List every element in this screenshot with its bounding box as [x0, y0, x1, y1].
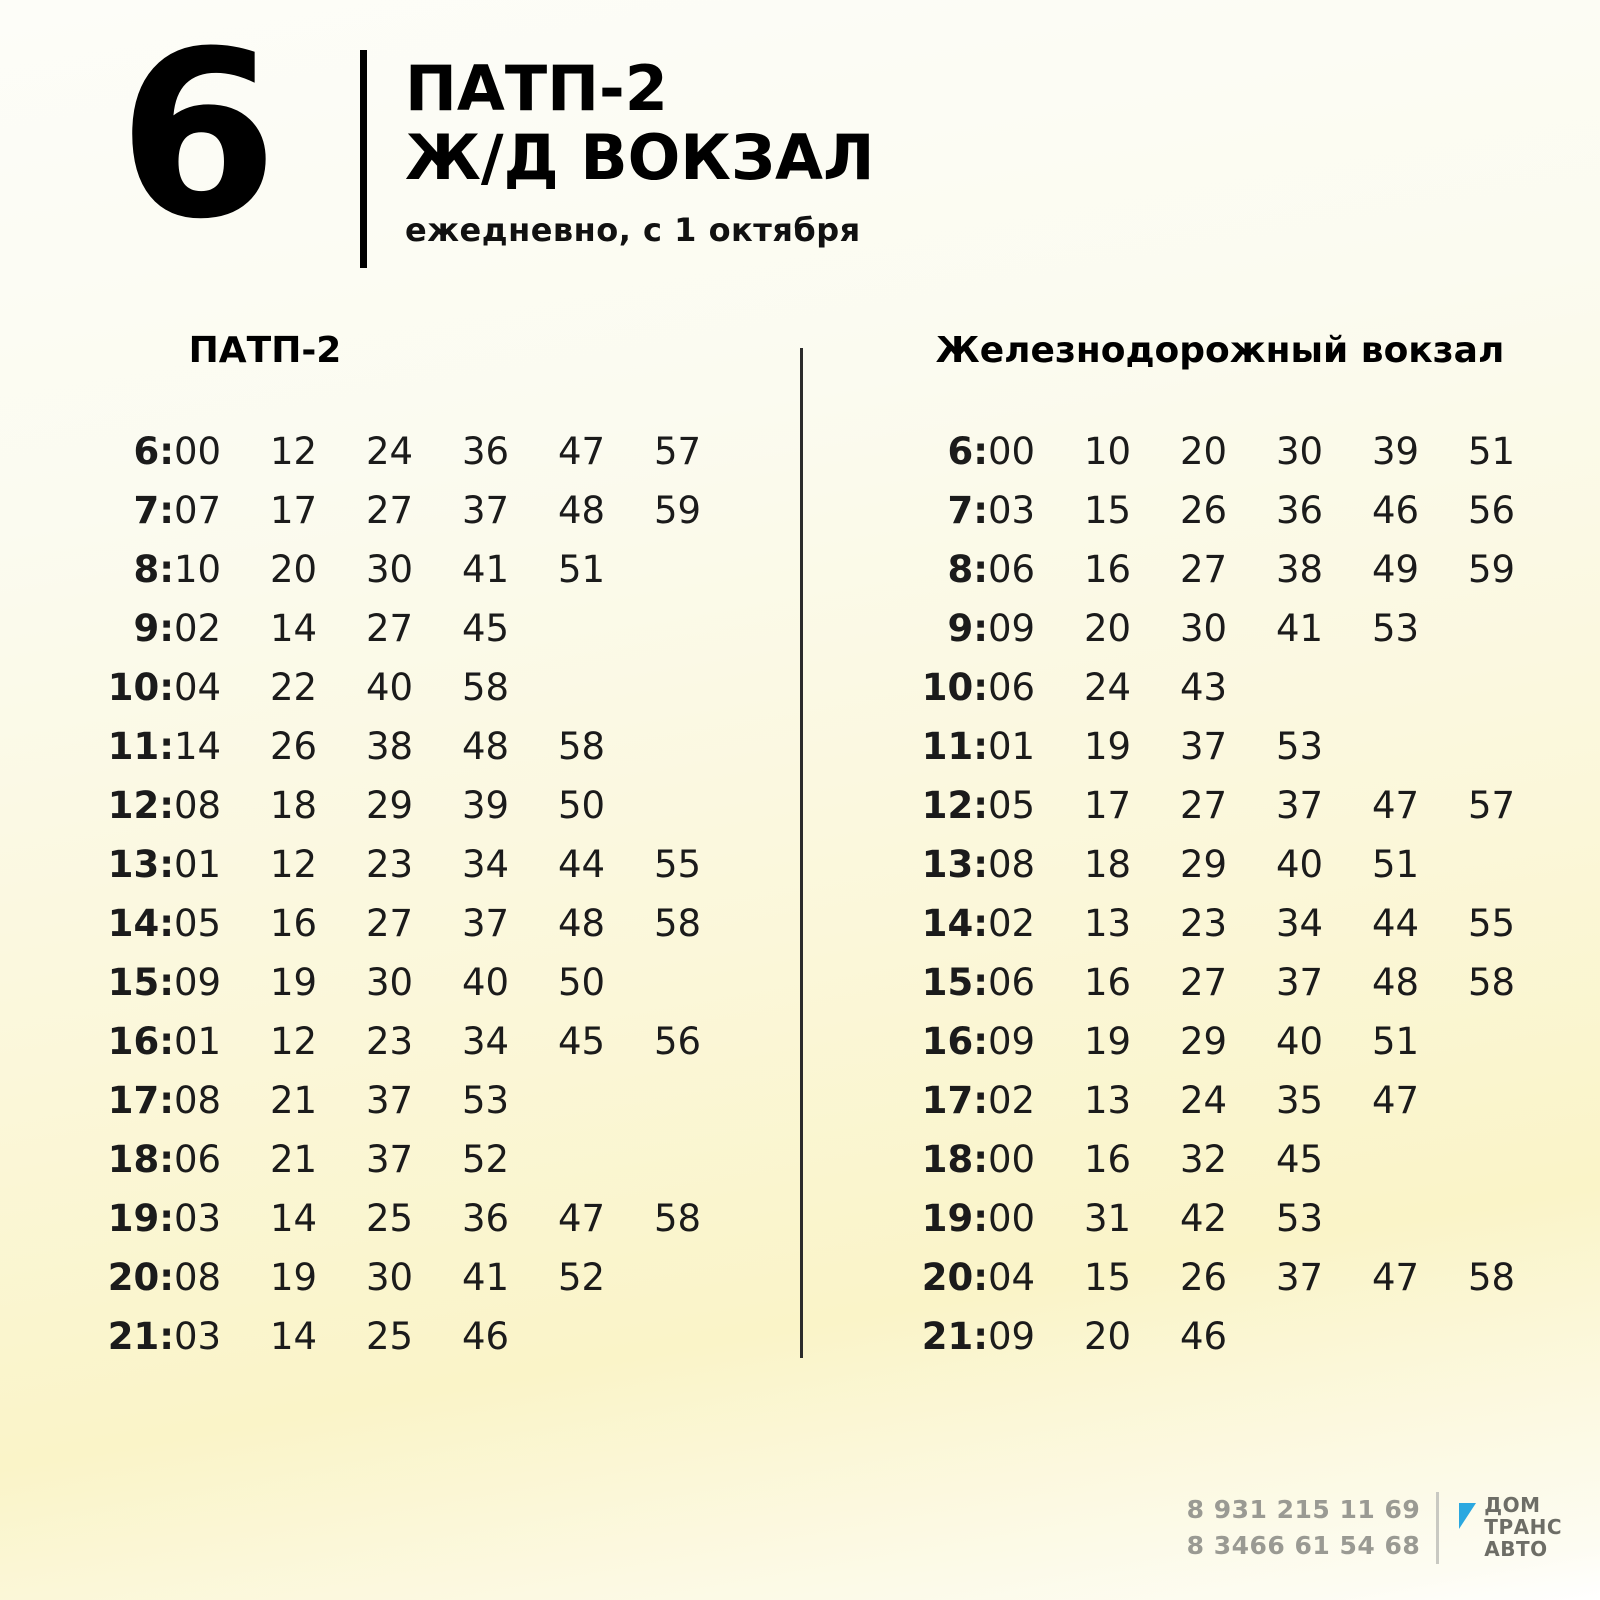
- hour-label: 9:: [133, 607, 174, 650]
- minute-cell: [1468, 1082, 1564, 1141]
- minute-cell: 02: [174, 607, 222, 650]
- hour-label: 10:: [107, 666, 174, 709]
- hour-label: 17:: [921, 1079, 988, 1122]
- logo-line-3: АВТО: [1484, 1536, 1548, 1561]
- column-title: Железнодорожный вокзал: [935, 330, 1505, 371]
- minute-cell: 52: [462, 1138, 510, 1181]
- hour-label: 11:: [921, 725, 988, 768]
- minute-cell: 12: [270, 1020, 318, 1063]
- hour-label: 16:: [921, 1020, 988, 1063]
- minute-cell: 44: [1372, 902, 1420, 945]
- minute-cell: 21: [270, 1079, 318, 1122]
- minute-cell: 19: [1084, 1020, 1132, 1063]
- minute-cell: 55: [1468, 902, 1516, 945]
- schedule-table-patp2: [84, 430, 750, 1377]
- minute-cell: 34: [462, 1020, 510, 1063]
- schedule-row: [898, 669, 1564, 728]
- minute-cell: 46: [462, 1315, 510, 1358]
- minute-cell: 27: [1180, 784, 1228, 827]
- header-title-line-2: Ж/Д ВОКЗАЛ: [405, 121, 875, 195]
- minute-cell: 47: [558, 430, 606, 473]
- minute-cell: 17: [270, 489, 318, 532]
- minute-cell: 23: [366, 843, 414, 886]
- hour-label: 15:: [921, 961, 988, 1004]
- minute-cell: [558, 669, 654, 728]
- minute-cell: 40: [1276, 1020, 1324, 1063]
- minute-cell: 47: [1372, 1256, 1420, 1299]
- minute-cell: 59: [654, 489, 702, 532]
- minute-cell: 30: [1276, 430, 1324, 473]
- minute-cell: 13: [1084, 902, 1132, 945]
- minute-cell: 37: [462, 489, 510, 532]
- minute-cell: 09: [988, 607, 1036, 650]
- minute-cell: 51: [1372, 1020, 1420, 1063]
- minute-cell: 39: [1372, 430, 1420, 473]
- minute-cell: [654, 964, 750, 1023]
- minute-cell: 37: [462, 902, 510, 945]
- minute-cell: 04: [174, 666, 222, 709]
- minute-cell: 30: [1180, 607, 1228, 650]
- minute-cell: 23: [366, 1020, 414, 1063]
- minute-cell: 46: [1372, 489, 1420, 532]
- route-number: 6: [117, 3, 273, 270]
- minute-cell: 09: [988, 1315, 1036, 1358]
- minute-cell: [654, 728, 750, 787]
- header-title-line-1: ПАТП-2: [405, 52, 668, 125]
- minute-cell: 21: [270, 1138, 318, 1181]
- triangle-icon: [1455, 1499, 1479, 1557]
- minute-cell: 27: [1180, 961, 1228, 1004]
- hour-label: 6:: [133, 430, 174, 473]
- minute-cell: 41: [462, 1256, 510, 1299]
- minute-cell: 19: [1084, 725, 1132, 768]
- minute-cell: [558, 1318, 654, 1377]
- minute-cell: 26: [270, 725, 318, 768]
- minute-cell: 58: [654, 1197, 702, 1240]
- minute-cell: 13: [1084, 1079, 1132, 1122]
- minute-cell: 03: [988, 489, 1036, 532]
- hour-label: 10:: [921, 666, 988, 709]
- hour-label: 6:: [947, 430, 988, 473]
- schedule-row: [84, 1200, 750, 1259]
- minute-cell: 34: [462, 843, 510, 886]
- minute-cell: 12: [270, 430, 318, 473]
- minute-cell: 37: [1276, 784, 1324, 827]
- minute-cell: [654, 669, 750, 728]
- minute-cell: 48: [558, 489, 606, 532]
- minute-cell: 44: [558, 843, 606, 886]
- hour-label: 11:: [107, 725, 174, 768]
- minute-cell: 47: [558, 1197, 606, 1240]
- minute-cell: 02: [988, 902, 1036, 945]
- minute-cell: 06: [988, 961, 1036, 1004]
- minute-cell: 36: [462, 1197, 510, 1240]
- minute-cell: 27: [366, 489, 414, 532]
- minute-cell: [1468, 846, 1564, 905]
- minute-cell: 35: [1276, 1079, 1324, 1122]
- hour-label: 20:: [921, 1256, 988, 1299]
- minute-cell: 15: [1084, 489, 1132, 532]
- schedule-row: [898, 1082, 1564, 1141]
- footer-divider: [1436, 1492, 1439, 1564]
- minute-cell: 36: [1276, 489, 1324, 532]
- logo-line-1: ДОМ: [1484, 1493, 1541, 1518]
- minute-cell: 36: [462, 430, 510, 473]
- hour-label: 7:: [133, 489, 174, 532]
- minute-cell: 01: [174, 843, 222, 886]
- hour-label: 12:: [921, 784, 988, 827]
- minute-cell: 29: [366, 784, 414, 827]
- minute-cell: 06: [174, 1138, 222, 1181]
- minute-cell: 55: [654, 843, 702, 886]
- minute-cell: 20: [1180, 430, 1228, 473]
- hour-label: 18:: [921, 1138, 988, 1181]
- minute-cell: 25: [366, 1315, 414, 1358]
- minute-cell: 30: [366, 1256, 414, 1299]
- minute-cell: 56: [1468, 489, 1516, 532]
- minute-cell: 58: [654, 902, 702, 945]
- hour-label: 12:: [107, 784, 174, 827]
- minute-cell: [654, 1318, 750, 1377]
- minute-cell: 27: [366, 902, 414, 945]
- hour-label: 8:: [947, 548, 988, 591]
- minute-cell: 09: [174, 961, 222, 1004]
- minute-cell: 37: [366, 1138, 414, 1181]
- minute-cell: 59: [1468, 548, 1516, 591]
- minute-cell: 24: [1180, 1079, 1228, 1122]
- minute-cell: [654, 1141, 750, 1200]
- schedule-column-railway-station: [800, 330, 1600, 1377]
- minute-cell: 31: [1084, 1197, 1132, 1240]
- schedule-row: [84, 1023, 750, 1082]
- hour-label: 14:: [107, 902, 174, 945]
- minute-cell: 57: [654, 430, 702, 473]
- minute-cell: 34: [1276, 902, 1324, 945]
- hour-label: 21:: [107, 1315, 174, 1358]
- minute-cell: [1372, 669, 1468, 728]
- minute-cell: 04: [988, 1256, 1036, 1299]
- minute-cell: 00: [174, 430, 222, 473]
- minute-cell: 51: [1468, 430, 1516, 473]
- minute-cell: 51: [1372, 843, 1420, 886]
- minute-cell: [558, 1141, 654, 1200]
- minute-cell: 09: [988, 1020, 1036, 1063]
- minute-cell: 08: [988, 843, 1036, 886]
- minute-cell: 10: [174, 548, 222, 591]
- minute-cell: 41: [462, 548, 510, 591]
- minute-cell: [1468, 610, 1564, 669]
- footer: [1187, 1492, 1562, 1565]
- schedule-row: [84, 492, 750, 551]
- minute-cell: 40: [1276, 843, 1324, 886]
- schedule-row: [898, 1200, 1564, 1259]
- logo-text: [1484, 1495, 1562, 1560]
- schedule-table-railway-station: [898, 430, 1564, 1377]
- schedule-columns: [0, 330, 1600, 1377]
- minute-cell: [558, 610, 654, 669]
- minute-cell: 16: [1084, 548, 1132, 591]
- minute-cell: 53: [1372, 607, 1420, 650]
- minute-cell: 01: [174, 1020, 222, 1063]
- minute-cell: 26: [1180, 489, 1228, 532]
- minute-cell: 53: [1276, 725, 1324, 768]
- schedule-row: [84, 1318, 750, 1377]
- minute-cell: 05: [174, 902, 222, 945]
- minute-cell: 02: [988, 1079, 1036, 1122]
- hour-label: 14:: [921, 902, 988, 945]
- minute-cell: [1468, 728, 1564, 787]
- minute-cell: [1468, 1141, 1564, 1200]
- minute-cell: 49: [1372, 548, 1420, 591]
- header-divider: [360, 50, 367, 268]
- minute-cell: 37: [1276, 1256, 1324, 1299]
- minute-cell: 37: [1180, 725, 1228, 768]
- contact-phones: [1187, 1492, 1421, 1565]
- minute-cell: 42: [1180, 1197, 1228, 1240]
- minute-cell: 29: [1180, 843, 1228, 886]
- minute-cell: 27: [366, 607, 414, 650]
- hour-label: 20:: [107, 1256, 174, 1299]
- minute-cell: 16: [1084, 961, 1132, 1004]
- minute-cell: 48: [462, 725, 510, 768]
- header: [0, 0, 1600, 268]
- minute-cell: 06: [988, 666, 1036, 709]
- minute-cell: [1372, 728, 1468, 787]
- minute-cell: 00: [988, 1138, 1036, 1181]
- minute-cell: 40: [462, 961, 510, 1004]
- minute-cell: 58: [1468, 1256, 1516, 1299]
- schedule-row: [898, 1023, 1564, 1082]
- minute-cell: 57: [1468, 784, 1516, 827]
- minute-cell: [1468, 669, 1564, 728]
- minute-cell: 16: [1084, 1138, 1132, 1181]
- schedule-row: [898, 1259, 1564, 1318]
- minute-cell: 45: [558, 1020, 606, 1063]
- schedule-row: [84, 610, 750, 669]
- minute-cell: [1372, 1200, 1468, 1259]
- minute-cell: [654, 610, 750, 669]
- minute-cell: 53: [1276, 1197, 1324, 1240]
- minute-cell: [654, 1082, 750, 1141]
- hour-label: 15:: [107, 961, 174, 1004]
- minute-cell: 26: [1180, 1256, 1228, 1299]
- minute-cell: 29: [1180, 1020, 1228, 1063]
- schedule-row: [898, 728, 1564, 787]
- schedule-row: [898, 846, 1564, 905]
- schedule-row: [898, 905, 1564, 964]
- minute-cell: 23: [1180, 902, 1228, 945]
- minute-cell: 14: [270, 1315, 318, 1358]
- schedule-row: [84, 1082, 750, 1141]
- minute-cell: [558, 1082, 654, 1141]
- minute-cell: 53: [462, 1079, 510, 1122]
- minute-cell: 18: [1084, 843, 1132, 886]
- minute-cell: [1468, 1200, 1564, 1259]
- logo-line-2: ТРАНС: [1484, 1514, 1562, 1539]
- hour-label: 9:: [947, 607, 988, 650]
- phone-1: 8 931 215 11 69: [1186, 1494, 1421, 1524]
- minute-cell: 24: [366, 430, 414, 473]
- minute-cell: 17: [1084, 784, 1132, 827]
- minute-cell: 45: [1276, 1138, 1324, 1181]
- schedule-row: [898, 1141, 1564, 1200]
- minute-cell: 08: [174, 1256, 222, 1299]
- minute-cell: 01: [988, 725, 1036, 768]
- schedule-row: [898, 787, 1564, 846]
- minute-cell: 14: [270, 607, 318, 650]
- minute-cell: 58: [1468, 961, 1516, 1004]
- minute-cell: 15: [1084, 1256, 1132, 1299]
- minute-cell: 46: [1180, 1315, 1228, 1358]
- minute-cell: 06: [988, 548, 1036, 591]
- minute-cell: [1468, 1318, 1564, 1377]
- minute-cell: 50: [558, 784, 606, 827]
- schedule-row: [84, 964, 750, 1023]
- minute-cell: [1276, 669, 1372, 728]
- schedule-column-patp2: [0, 330, 800, 1377]
- hour-label: 21:: [921, 1315, 988, 1358]
- company-logo: [1455, 1495, 1562, 1560]
- minute-cell: 14: [174, 725, 222, 768]
- minute-cell: 58: [558, 725, 606, 768]
- minute-cell: 10: [1084, 430, 1132, 473]
- minute-cell: [1372, 1318, 1468, 1377]
- minute-cell: 58: [462, 666, 510, 709]
- hour-label: 18:: [107, 1138, 174, 1181]
- minute-cell: [654, 551, 750, 610]
- schedule-row: [898, 964, 1564, 1023]
- minute-cell: 00: [988, 1197, 1036, 1240]
- minute-cell: 41: [1276, 607, 1324, 650]
- hour-label: 13:: [107, 843, 174, 886]
- schedule-row: [84, 433, 750, 492]
- minute-cell: 00: [988, 430, 1036, 473]
- minute-cell: 20: [1084, 607, 1132, 650]
- schedule-row: [898, 551, 1564, 610]
- minute-cell: 30: [366, 548, 414, 591]
- minute-cell: 20: [270, 548, 318, 591]
- minute-cell: 12: [270, 843, 318, 886]
- minute-cell: [654, 787, 750, 846]
- hour-label: 8:: [133, 548, 174, 591]
- schedule-row: [898, 610, 1564, 669]
- minute-cell: 08: [174, 784, 222, 827]
- schedule-row: [84, 846, 750, 905]
- minute-cell: 43: [1180, 666, 1228, 709]
- header-text: [405, 28, 875, 249]
- minute-cell: 50: [558, 961, 606, 1004]
- minute-cell: [1372, 1141, 1468, 1200]
- minute-cell: 56: [654, 1020, 702, 1063]
- minute-cell: [1468, 1023, 1564, 1082]
- schedule-row: [84, 551, 750, 610]
- hour-label: 13:: [921, 843, 988, 886]
- schedule-row: [84, 1259, 750, 1318]
- minute-cell: 18: [270, 784, 318, 827]
- minute-cell: 20: [1084, 1315, 1132, 1358]
- schedule-row: [84, 787, 750, 846]
- minute-cell: 37: [1276, 961, 1324, 1004]
- schedule-row: [84, 728, 750, 787]
- minute-cell: 47: [1372, 1079, 1420, 1122]
- minute-cell: 08: [174, 1079, 222, 1122]
- minute-cell: 19: [270, 1256, 318, 1299]
- minute-cell: 48: [558, 902, 606, 945]
- minute-cell: 07: [174, 489, 222, 532]
- minute-cell: [1276, 1318, 1372, 1377]
- minute-cell: 03: [174, 1197, 222, 1240]
- minute-cell: 51: [558, 548, 606, 591]
- schedule-row: [84, 1141, 750, 1200]
- minute-cell: 22: [270, 666, 318, 709]
- minute-cell: 39: [462, 784, 510, 827]
- minute-cell: 03: [174, 1315, 222, 1358]
- hour-label: 16:: [107, 1020, 174, 1063]
- minute-cell: 45: [462, 607, 510, 650]
- minute-cell: 30: [366, 961, 414, 1004]
- minute-cell: 25: [366, 1197, 414, 1240]
- schedule-row: [898, 1318, 1564, 1377]
- minute-cell: [654, 1259, 750, 1318]
- minute-cell: 27: [1180, 548, 1228, 591]
- hour-label: 19:: [921, 1197, 988, 1240]
- minute-cell: 37: [366, 1079, 414, 1122]
- minute-cell: 32: [1180, 1138, 1228, 1181]
- minute-cell: 19: [270, 961, 318, 1004]
- minute-cell: 52: [558, 1256, 606, 1299]
- phone-2: 8 3466 61 54 68: [1186, 1530, 1421, 1560]
- minute-cell: 24: [1084, 666, 1132, 709]
- schedule-row: [898, 492, 1564, 551]
- header-subtitle: ежедневно, с 1 октября: [405, 210, 861, 249]
- hour-label: 17:: [107, 1079, 174, 1122]
- minute-cell: 48: [1372, 961, 1420, 1004]
- minute-cell: 14: [270, 1197, 318, 1240]
- hour-label: 7:: [947, 489, 988, 532]
- schedule-row: [84, 905, 750, 964]
- minute-cell: 40: [366, 666, 414, 709]
- schedule-row: [84, 669, 750, 728]
- minute-cell: 05: [988, 784, 1036, 827]
- schedule-row: [898, 433, 1564, 492]
- column-title: ПАТП-2: [188, 330, 342, 371]
- minute-cell: 47: [1372, 784, 1420, 827]
- minute-cell: 16: [270, 902, 318, 945]
- hour-label: 19:: [107, 1197, 174, 1240]
- minute-cell: 38: [366, 725, 414, 768]
- minute-cell: 38: [1276, 548, 1324, 591]
